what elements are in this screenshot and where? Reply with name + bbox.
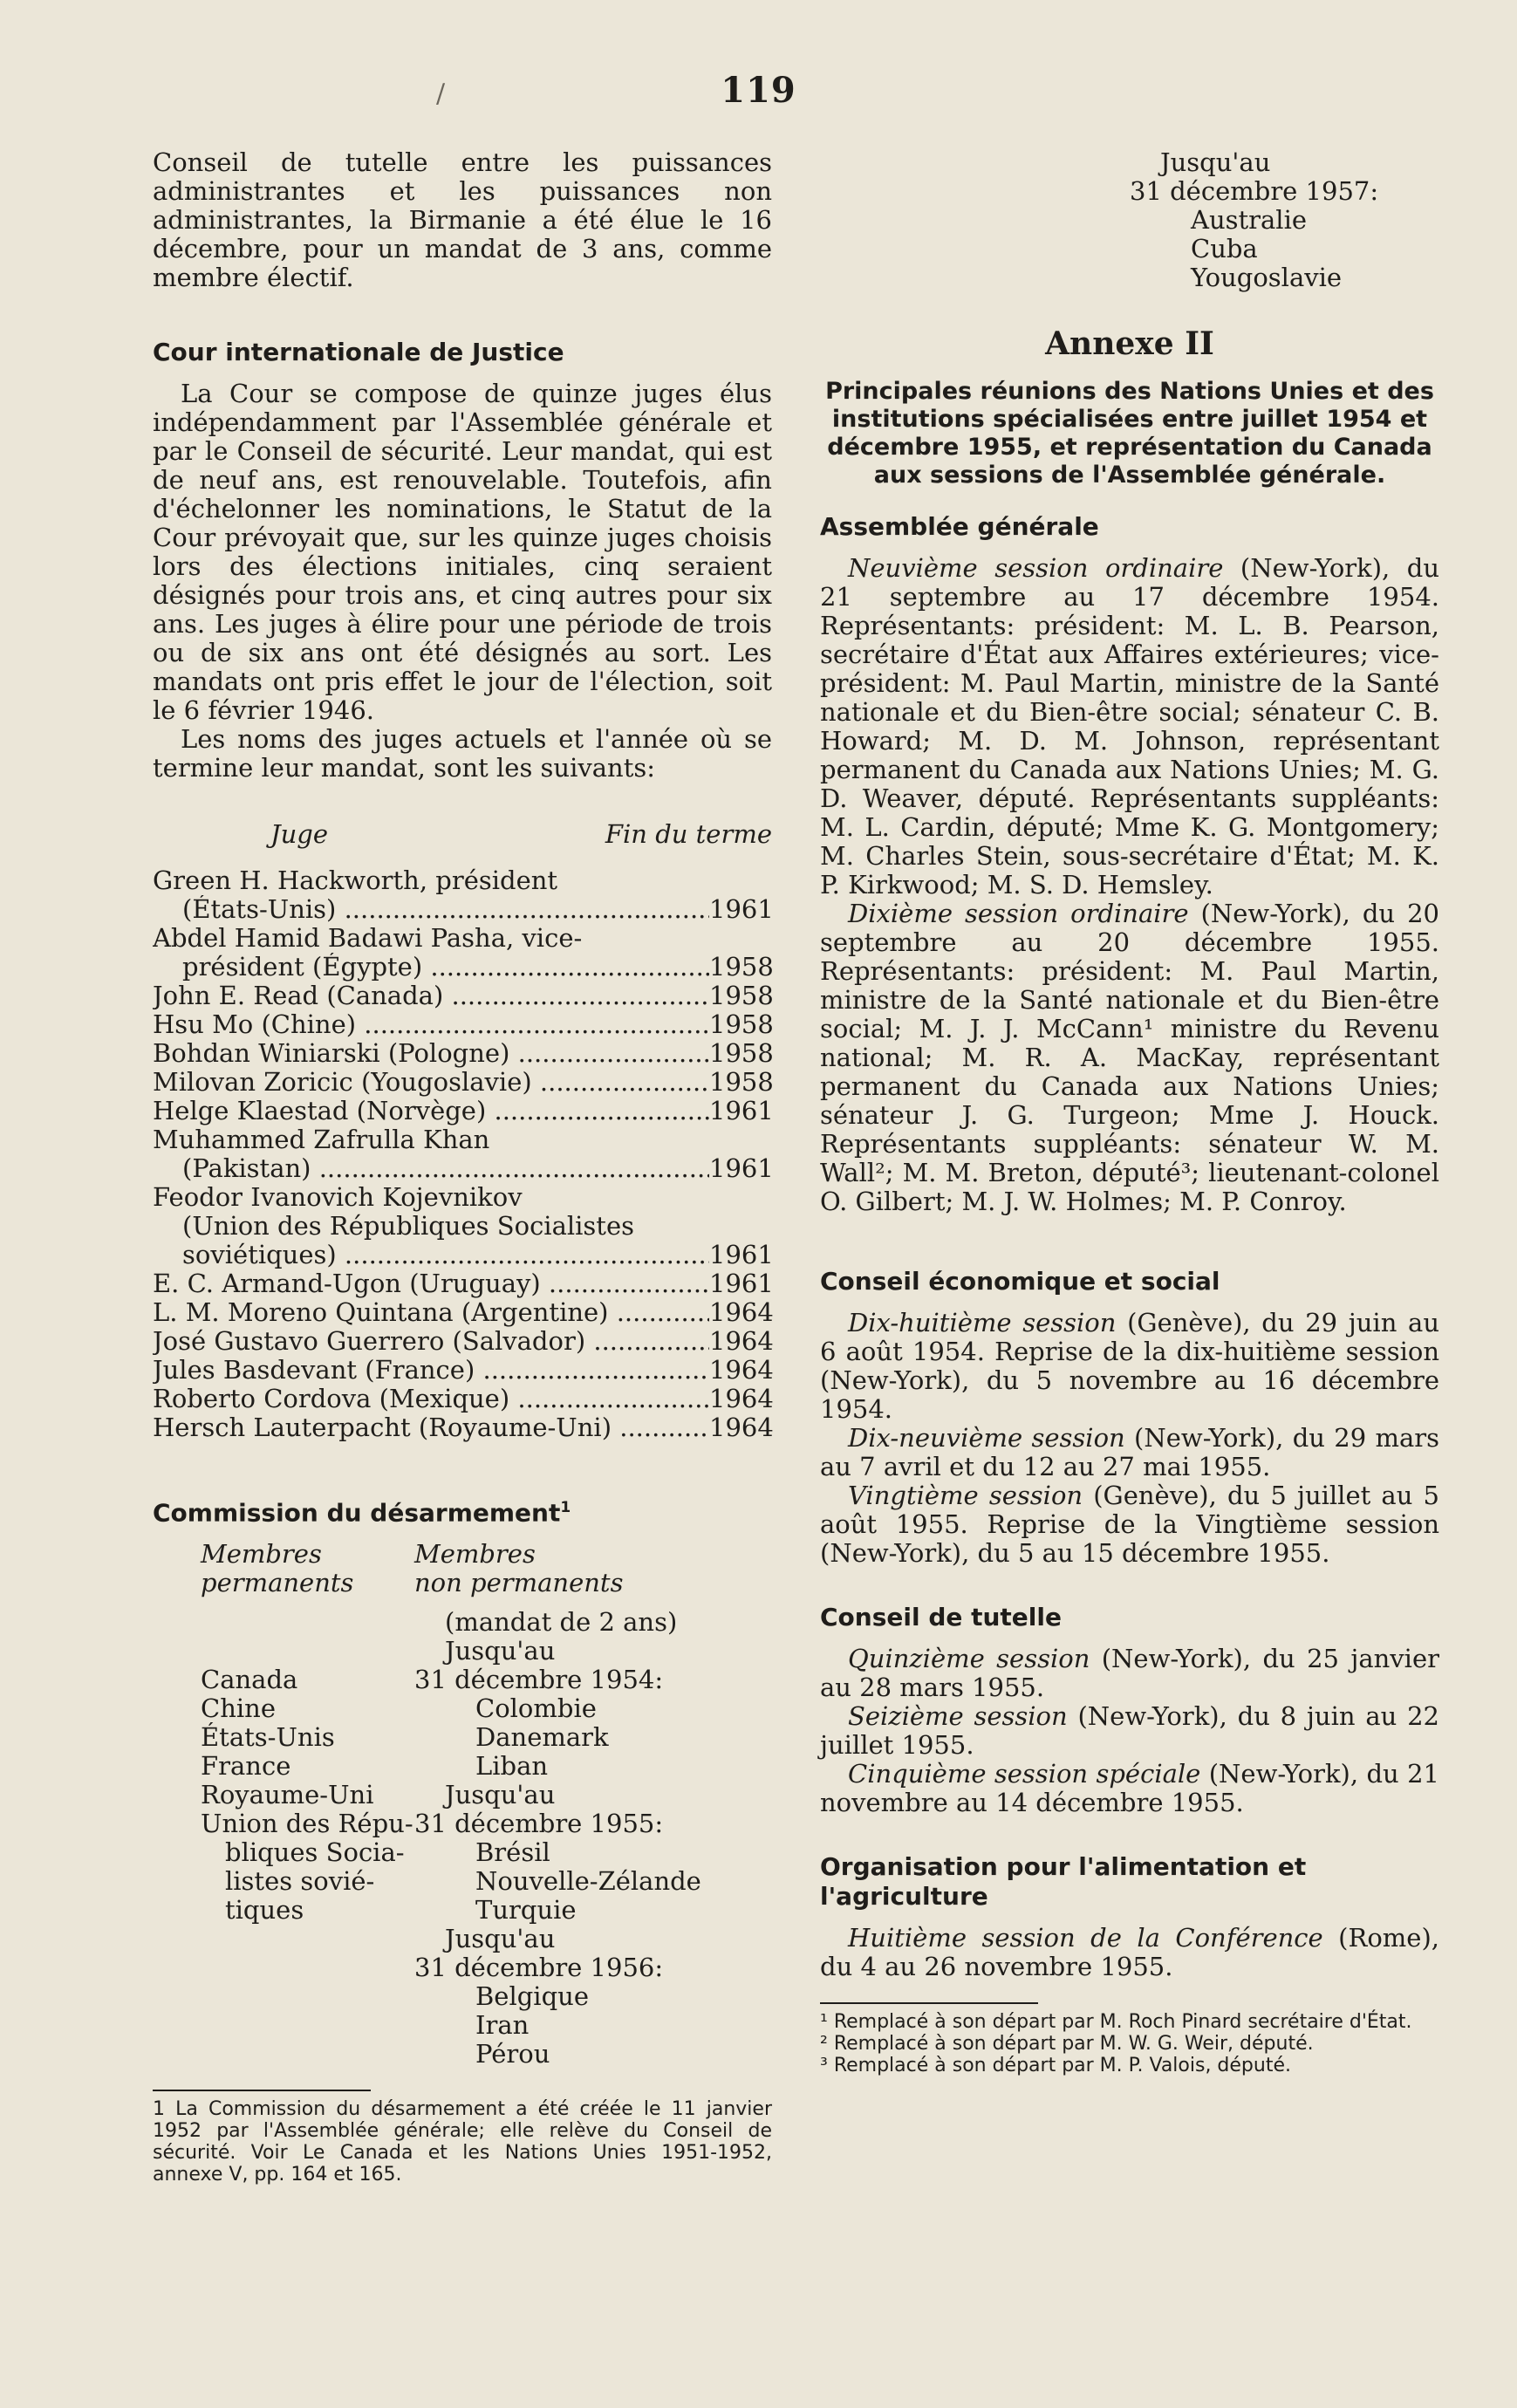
top-group <box>820 148 1439 292</box>
nonperm-header-1: Membres <box>414 1539 536 1570</box>
nonpermanent-members <box>414 1608 772 2069</box>
right-footnote-rule <box>820 2002 1038 2004</box>
ga-session-9: Neuvième session ordinaire (New-York), du 21 septembre au 17 décembre 1954. Représentants: président: M. L. B. Pearson, secrétaire d'État aux Affaires extérieures; vice-président: M. Paul Martin, ministre de la Santé nationale et du Bien-être social; sénateur C. B. Howard; M. D. M. Johnson, représentant permanent du Canada aux Nations Unies; M. G. D. Weaver, député. Représentants suppléants: M. L. Cardin, député; Mme K. G. Montgomery; M. Charles Stein, sous-secrétaire d'État; M. K. P. Kirkwood; M. S. D. Hemsley. <box>820 553 1440 900</box>
nonperm-header-2: non permanents <box>414 1568 624 1598</box>
judge-name: soviétiques) ..... <box>182 1241 709 1269</box>
permanent-member: France <box>201 1751 291 1782</box>
judge-column-label: Juge <box>270 819 329 849</box>
judge-term-year: 1961 <box>709 1269 774 1298</box>
judge-term-year: 1964 <box>709 1413 774 1442</box>
judge-term-year: 1964 <box>709 1384 774 1413</box>
group-date: 31 décembre 1956: <box>414 1953 664 1983</box>
fao-section <box>820 1852 1439 1981</box>
group-date: 31 décembre 1955: <box>414 1809 664 1839</box>
mandate-note: (mandat de 2 ans) <box>445 1607 678 1638</box>
left-column <box>153 148 772 2186</box>
member-country: Yougoslavie <box>1191 263 1343 292</box>
group-heading: Jusqu'au <box>445 1636 556 1666</box>
ga-heading: Assemblée générale <box>820 512 1099 541</box>
judge-name: L. M. Moreno Quintana (Argentine) ..... <box>153 1298 709 1327</box>
trusteeship-session-15: Quinzième session (New-York), du 25 janvier au 28 mars 1955. <box>820 1644 1439 1702</box>
permanent-member: bliques Socia- <box>225 1837 405 1868</box>
judge-row <box>153 1327 772 1356</box>
judge-row <box>153 1241 772 1269</box>
group-heading: Jusqu'au <box>1160 147 1271 177</box>
judge-name: (Union des Républiques Socialistes <box>182 1212 635 1241</box>
footnote-line: ³ Remplacé à son départ par M. P. Valois, député. <box>820 2055 1291 2076</box>
judge-row <box>153 1183 772 1212</box>
judge-name: Helge Klaestad (Norvège) ..... <box>153 1097 709 1125</box>
trusteeship-special-session: Cinquième session spéciale (New-York), du 21 novembre au 14 décembre 1955. <box>820 1759 1439 1817</box>
member-country: Liban <box>475 1751 549 1782</box>
page-number: 119 <box>721 70 796 111</box>
judge-row <box>153 924 772 953</box>
group-date: 31 décembre 1957: <box>1130 176 1379 206</box>
judge-name: John E. Read (Canada) ..... <box>153 982 709 1010</box>
perm-header-1: Membres <box>201 1539 322 1570</box>
member-country: Australie <box>1191 205 1308 235</box>
permanent-member: Royaume-Uni <box>201 1780 374 1810</box>
ecosoc-session-18: Dix-huitième session (Genève), du 29 juin au 6 août 1954. Reprise de la dix-huitième session (New-York), du 5 novembre au 16 décembre 1954. <box>820 1308 1439 1424</box>
ecosoc-section <box>820 1267 1439 1568</box>
trusteeship-session-16: Seizième session (New-York), du 8 juin au 22 juillet 1955. <box>820 1701 1439 1760</box>
permanent-member: Chine <box>201 1693 276 1724</box>
judge-term-year: 1958 <box>709 1067 774 1097</box>
members-header <box>153 1540 772 1597</box>
judge-name: (Pakistan) ..... <box>182 1154 709 1183</box>
right-column <box>820 148 1439 2076</box>
judge-name: Green H. Hackworth, président <box>153 866 558 895</box>
permanent-member: tiques <box>225 1895 304 1926</box>
judge-name: José Gustavo Guerrero (Salvador) ..... <box>153 1327 709 1356</box>
permanent-members <box>153 1608 414 2069</box>
disarmament-footnote: 1 La Commission du désarmement a été créée le 11 janvier 1952 par l'Assemblée générale; elle relève du Conseil de sécurité. Voir Le Canada et les Nations Unies 1951-1952, annexe V, pp. 164 et 165. <box>153 2098 772 2186</box>
judge-name: Muhammed Zafrulla Khan <box>153 1125 490 1154</box>
court-heading: Cour internationale de Justice <box>153 338 564 366</box>
judge-row <box>153 1385 772 1413</box>
judge-term-year: 1961 <box>709 1240 774 1269</box>
judges-list <box>153 866 772 1442</box>
member-country: Iran <box>475 2010 530 2041</box>
judge-name: Milovan Zoricic (Yougoslavie) ..... <box>153 1068 709 1097</box>
judge-term-year: 1961 <box>709 1153 774 1183</box>
judge-row <box>153 1356 772 1385</box>
judge-name: Feodor Ivanovich Kojevnikov <box>153 1183 523 1212</box>
general-assembly-section <box>820 512 1439 1216</box>
member-country: Turquie <box>475 1895 577 1926</box>
permanent-member: Union des Répu- <box>201 1809 413 1839</box>
ecosoc-session-20: Vingtième session (Genève), du 5 juillet au 5 août 1955. Reprise de la Vingtième session (New-York), du 5 au 15 décembre 1955. <box>820 1481 1439 1568</box>
judge-row <box>153 1010 772 1039</box>
judge-row <box>153 1097 772 1125</box>
judge-row <box>153 982 772 1010</box>
judge-name: (États-Unis) ..... <box>182 895 709 924</box>
members-lists <box>153 1608 772 2069</box>
judge-row <box>153 1212 772 1241</box>
term-column-label: Fin du terme <box>605 819 772 849</box>
judge-term-year: 1958 <box>709 981 774 1010</box>
fao-conference-session: Huitième session de la Conférence (Rome), du 4 au 26 novembre 1955. <box>820 1923 1439 1981</box>
footnote-line: ² Remplacé à son départ par M. W. G. Weir, député. <box>820 2033 1314 2055</box>
permanent-member: listes sovié- <box>225 1866 375 1897</box>
judge-row <box>153 953 772 982</box>
annex-subtitle: Principales réunions des Nations Unies et des institutions spécialisées entre juillet 1954 et décembre 1955, et représentation du Canada aux sessions de l'Assemblée générale. <box>825 378 1434 489</box>
judge-term-year: 1958 <box>709 1038 774 1068</box>
permanent-member: États-Unis <box>201 1722 335 1753</box>
member-country: Belgique <box>475 1981 589 2012</box>
judge-row <box>153 895 772 924</box>
trusteeship-section <box>820 1603 1439 1817</box>
judge-name: Hersch Lauterpacht (Royaume-Uni) ..... <box>153 1413 709 1442</box>
judge-term-year: 1958 <box>709 952 774 982</box>
group-date: 31 décembre 1954: <box>414 1665 664 1695</box>
judges-header <box>153 819 772 849</box>
judge-name: Abdel Hamid Badawi Pasha, vice- <box>153 924 583 953</box>
judge-row <box>153 1269 772 1298</box>
right-footnotes <box>820 2011 1439 2076</box>
member-country: Brésil <box>475 1837 550 1868</box>
fao-heading: Organisation pour l'alimentation et l'agriculture <box>820 1852 1307 1911</box>
judge-term-year: 1964 <box>709 1297 774 1327</box>
judge-name: Roberto Cordova (Mexique) ..... <box>153 1385 709 1413</box>
judge-name: Hsu Mo (Chine) ..... <box>153 1010 709 1039</box>
judge-row <box>153 1125 772 1154</box>
judge-term-year: 1961 <box>709 894 774 924</box>
stray-mark: / <box>436 79 446 109</box>
court-paragraph-2: Les noms des juges actuels et l'année où se termine leur mandat, sont les suivants: <box>153 724 772 783</box>
perm-header-2: permanents <box>201 1568 354 1598</box>
group-heading: Jusqu'au <box>445 1780 556 1810</box>
judge-term-year: 1964 <box>709 1326 774 1356</box>
group-heading: Jusqu'au <box>445 1924 556 1954</box>
intro-paragraph: Conseil de tutelle entre les puissances administrantes et les puissances non administrantes, la Birmanie a été élue le 16 décembre, pour un mandat de 3 ans, comme membre électif. <box>153 147 772 292</box>
member-country: Danemark <box>475 1722 609 1753</box>
judge-row <box>153 1039 772 1068</box>
member-country: Pérou <box>475 2039 550 2069</box>
judge-name: Jules Basdevant (France) ..... <box>153 1356 709 1385</box>
member-country: Colombie <box>475 1693 597 1724</box>
judge-row <box>153 866 772 895</box>
ga-session-10: Dixième session ordinaire (New-York), du 20 septembre au 20 décembre 1955. Représentants: président: M. Paul Martin, ministre de la Santé nationale et du Bien-être social; M. J. J. McCann¹ ministre du Revenu national; M. R. A. MacKay, représentant permanent du Canada aux Nations Unies; sénateur J. G. Turgeon; Mme J. Houck. Représentants suppléants: sénateur W. M. Wall²; M. M. Breton, député³; lieutenant-colonel O. Gilbert; M. J. W. Holmes; M. P. Conroy. <box>820 899 1439 1216</box>
judge-term-year: 1958 <box>709 1009 774 1039</box>
annex-title: Annexe II <box>1045 325 1214 362</box>
judge-row <box>153 1298 772 1327</box>
judge-name: président (Égypte) ..... <box>182 953 709 982</box>
judge-row <box>153 1413 772 1442</box>
trusteeship-heading: Conseil de tutelle <box>820 1603 1062 1632</box>
member-country: Cuba <box>1191 234 1258 263</box>
judge-row <box>153 1154 772 1183</box>
judge-name: Bohdan Winiarski (Pologne) ..... <box>153 1039 709 1068</box>
footnote-line: ¹ Remplacé à son départ par M. Roch Pinard secrétaire d'État. <box>820 2011 1412 2033</box>
judge-term-year: 1961 <box>709 1096 774 1125</box>
court-section <box>153 338 772 1442</box>
judge-row <box>153 1068 772 1097</box>
ecosoc-session-19: Dix-neuvième session (New-York), du 29 mars au 7 avril et du 12 au 27 mai 1955. <box>820 1423 1440 1481</box>
judge-term-year: 1964 <box>709 1355 774 1385</box>
member-country: Nouvelle-Zélande <box>475 1866 701 1897</box>
footnote-rule <box>153 2090 371 2091</box>
court-paragraph-1: La Cour se compose de quinze juges élus indépendamment par l'Assemblée générale et par le Conseil de sécurité. Leur mandat, qui est de neuf ans, est renouvelable. Toutefois, afin d'échelonner les nominations, le Statut de la Cour prévoyait que, sur les quinze juges choisis lors des élections initiales, cinq seraient désignés pour trois ans, et cinq autres pour six ans. Les juges à élire pour une période de trois ou de six ans ont été désignés au sort. Les mandats ont pris effet le jour de l'élection, soit le 6 février 1946. <box>153 379 772 725</box>
permanent-member: Canada <box>201 1665 298 1695</box>
judge-name: E. C. Armand-Ugon (Uruguay) ..... <box>153 1269 709 1298</box>
ecosoc-heading: Conseil économique et social <box>820 1267 1220 1296</box>
disarmament-section <box>153 1493 772 2186</box>
disarmament-heading: Commission du désarmement$^1$ <box>153 1498 571 1528</box>
